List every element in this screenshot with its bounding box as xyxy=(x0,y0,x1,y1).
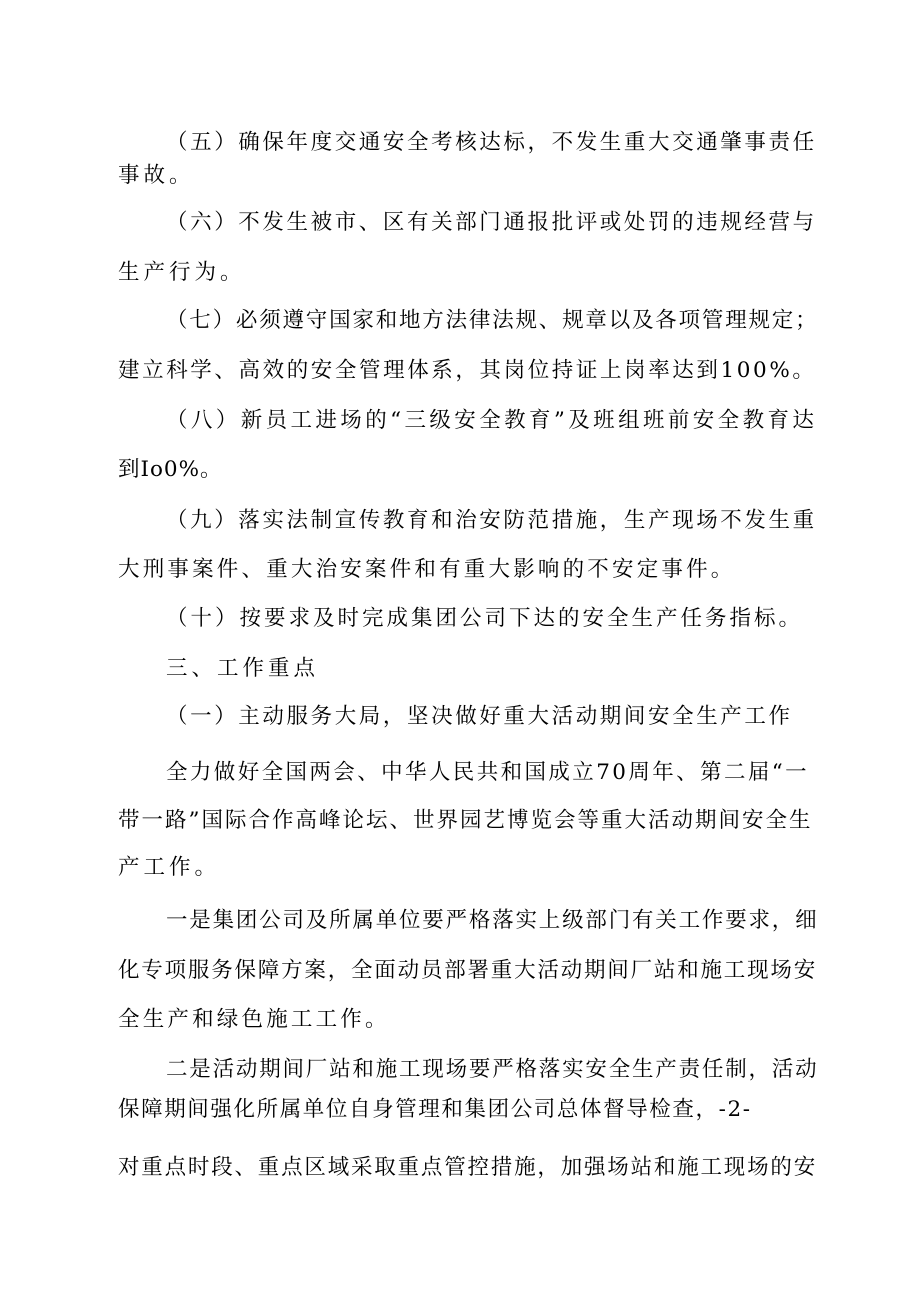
text-line: （七）必须遵守国家和地方法律法规、规章以及各项管理规定； xyxy=(166,308,819,333)
subsection-heading: （一）主动服务大局，坚决做好重大活动期间安全生产工作 xyxy=(166,704,793,729)
text-line: 保障期间强化所属单位自身管理和集团公司总体督导检查，-2- xyxy=(118,1097,752,1122)
text-line: （十）按要求及时完成集团公司下达的安全生产任务指标。 xyxy=(166,606,804,631)
text-line: 化专项服务保障方案，全面动员部署重大活动期间厂站和施工现场安 xyxy=(118,958,818,983)
text-line: 建立科学、高效的安全管理体系，其岗位持证上岗率达到100%。 xyxy=(118,358,817,383)
text-line: 对重点时段、重点区域采取重点管控措施，加强场站和施工现场的安 xyxy=(118,1155,818,1180)
text-line: （八）新员工进场的“三级安全教育”及班组班前安全教育达 xyxy=(166,408,818,433)
text-line: 到Io0%。 xyxy=(118,457,223,482)
text-line: （六）不发生被市、区有关部门通报批评或处罚的违规经营与 xyxy=(166,210,817,235)
text-line: 一是集团公司及所属单位要严格落实上级部门有关工作要求，细 xyxy=(166,908,819,933)
text-line: 二是活动期间厂站和施工现场要严格落实安全生产责任制，活动 xyxy=(166,1057,819,1082)
text-line: 带一路”国际合作高峰论坛、世界园艺博览会等重大活动期间安全生 xyxy=(118,808,813,833)
text-line: 产工作。 xyxy=(118,855,221,880)
text-line: 大刑事案件、重大治安案件和有重大影响的不安定事件。 xyxy=(118,557,736,582)
text-line: （九）落实法制宣传教育和治安防范措施，生产现场不发生重 xyxy=(166,508,817,533)
text-line: 生产行为。 xyxy=(118,260,246,285)
text-line: 全生产和绿色施工工作。 xyxy=(118,1007,390,1032)
text-line: 事故。 xyxy=(118,163,195,188)
section-heading: 三、工作重点 xyxy=(166,656,320,681)
text-line: （五）确保年度交通安全考核达标，不发生重大交通肇事责任 xyxy=(166,130,817,155)
text-line: 全力做好全国两会、中华人民共和国成立70周年、第二届“一 xyxy=(166,760,810,785)
